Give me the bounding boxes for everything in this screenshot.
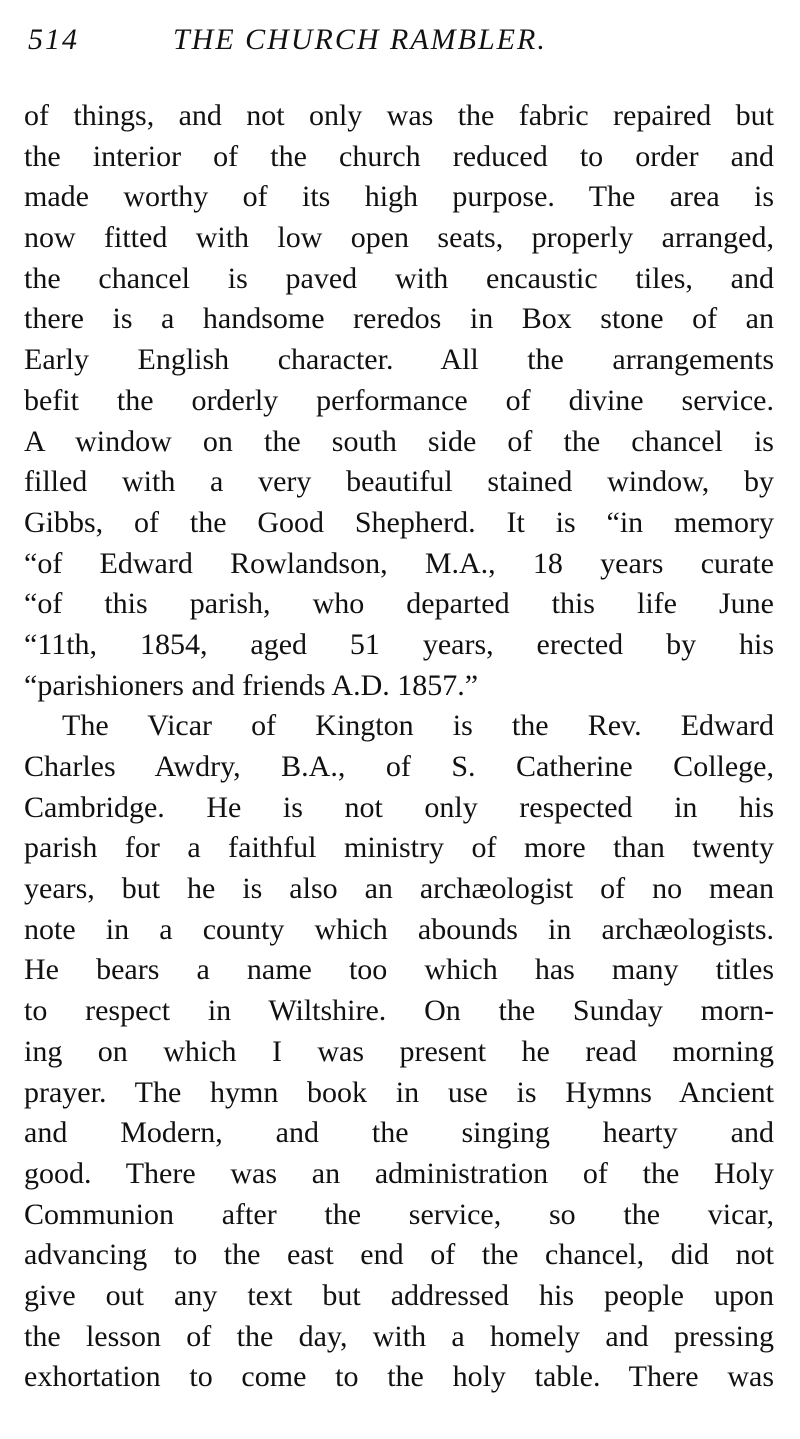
text-line: befit the orderly performance of divine service.	[24, 383, 774, 417]
page-number: 514	[28, 23, 79, 56]
text-line: exhortation to come to the holy table. There was	[24, 1360, 774, 1394]
text-line: “of this parish, who departed this life June	[24, 587, 774, 621]
text-line: filled with a very beautiful stained window, by	[24, 465, 774, 499]
text-line: note in a county which abounds in archæologists.	[24, 912, 774, 946]
text-line: prayer. The hymn book in use is Hymns Ancient	[24, 1075, 774, 1109]
text-line: He bears a name too which has many titles	[24, 953, 774, 987]
text-line: A window on the south side of the chancel is	[24, 424, 774, 458]
text-line: “11th, 1854, aged 51 years, erected by his	[24, 627, 774, 661]
text-line: there is a handsome reredos in Box stone of an	[24, 302, 774, 336]
text-line: good. There was an administration of the Holy	[24, 1156, 774, 1190]
text-line: Charles Awdry, B.A., of S. Catherine College,	[24, 750, 774, 783]
text-line: advancing to the east end of the chancel, did not	[24, 1238, 774, 1272]
text-line: ing on which I was present he read morning	[24, 1034, 774, 1068]
text-line: made worthy of its high purpose. The area is	[24, 180, 774, 214]
text-line: Cambridge. He is not only respected in his	[24, 790, 774, 824]
text-line: “parishioners and friends A.D. 1857.”	[24, 668, 479, 702]
text-line: Early English character. All the arrangements	[24, 343, 774, 377]
text-line: give out any text but addressed his people upon	[24, 1278, 774, 1312]
running-title: THE CHURCH RAMBLER.	[173, 23, 547, 56]
text-line: “of Edward Rowlandson, M.A., 18 years curate	[24, 546, 774, 580]
text-line: now fitted with low open seats, properly arranged,	[24, 221, 774, 255]
body-text	[24, 96, 774, 1398]
text-line: of things, and not only was the fabric repaired but	[24, 99, 774, 132]
text-line: the chancel is paved with encaustic tiles, and	[24, 261, 774, 295]
text-line: the lesson of the day, with a homely and pressing	[24, 1319, 774, 1353]
running-head	[28, 18, 770, 62]
text-line: parish for a faithful ministry of more than twenty	[24, 831, 774, 865]
text-line: Communion after the service, so the vicar,	[24, 1197, 774, 1231]
paragraph-first-line: The Vicar of Kington is the Rev. Edward	[62, 709, 774, 743]
text-line: to respect in Wiltshire. On the Sunday morn-	[24, 994, 774, 1028]
text-line: the interior of the church reduced to order and	[24, 139, 774, 173]
text-line: and Modern, and the singing hearty and	[24, 1116, 774, 1150]
text-line: Gibbs, of the Good Shepherd. It is “in memory	[24, 505, 774, 539]
text-line: years, but he is also an archæologist of no mean	[24, 872, 774, 906]
